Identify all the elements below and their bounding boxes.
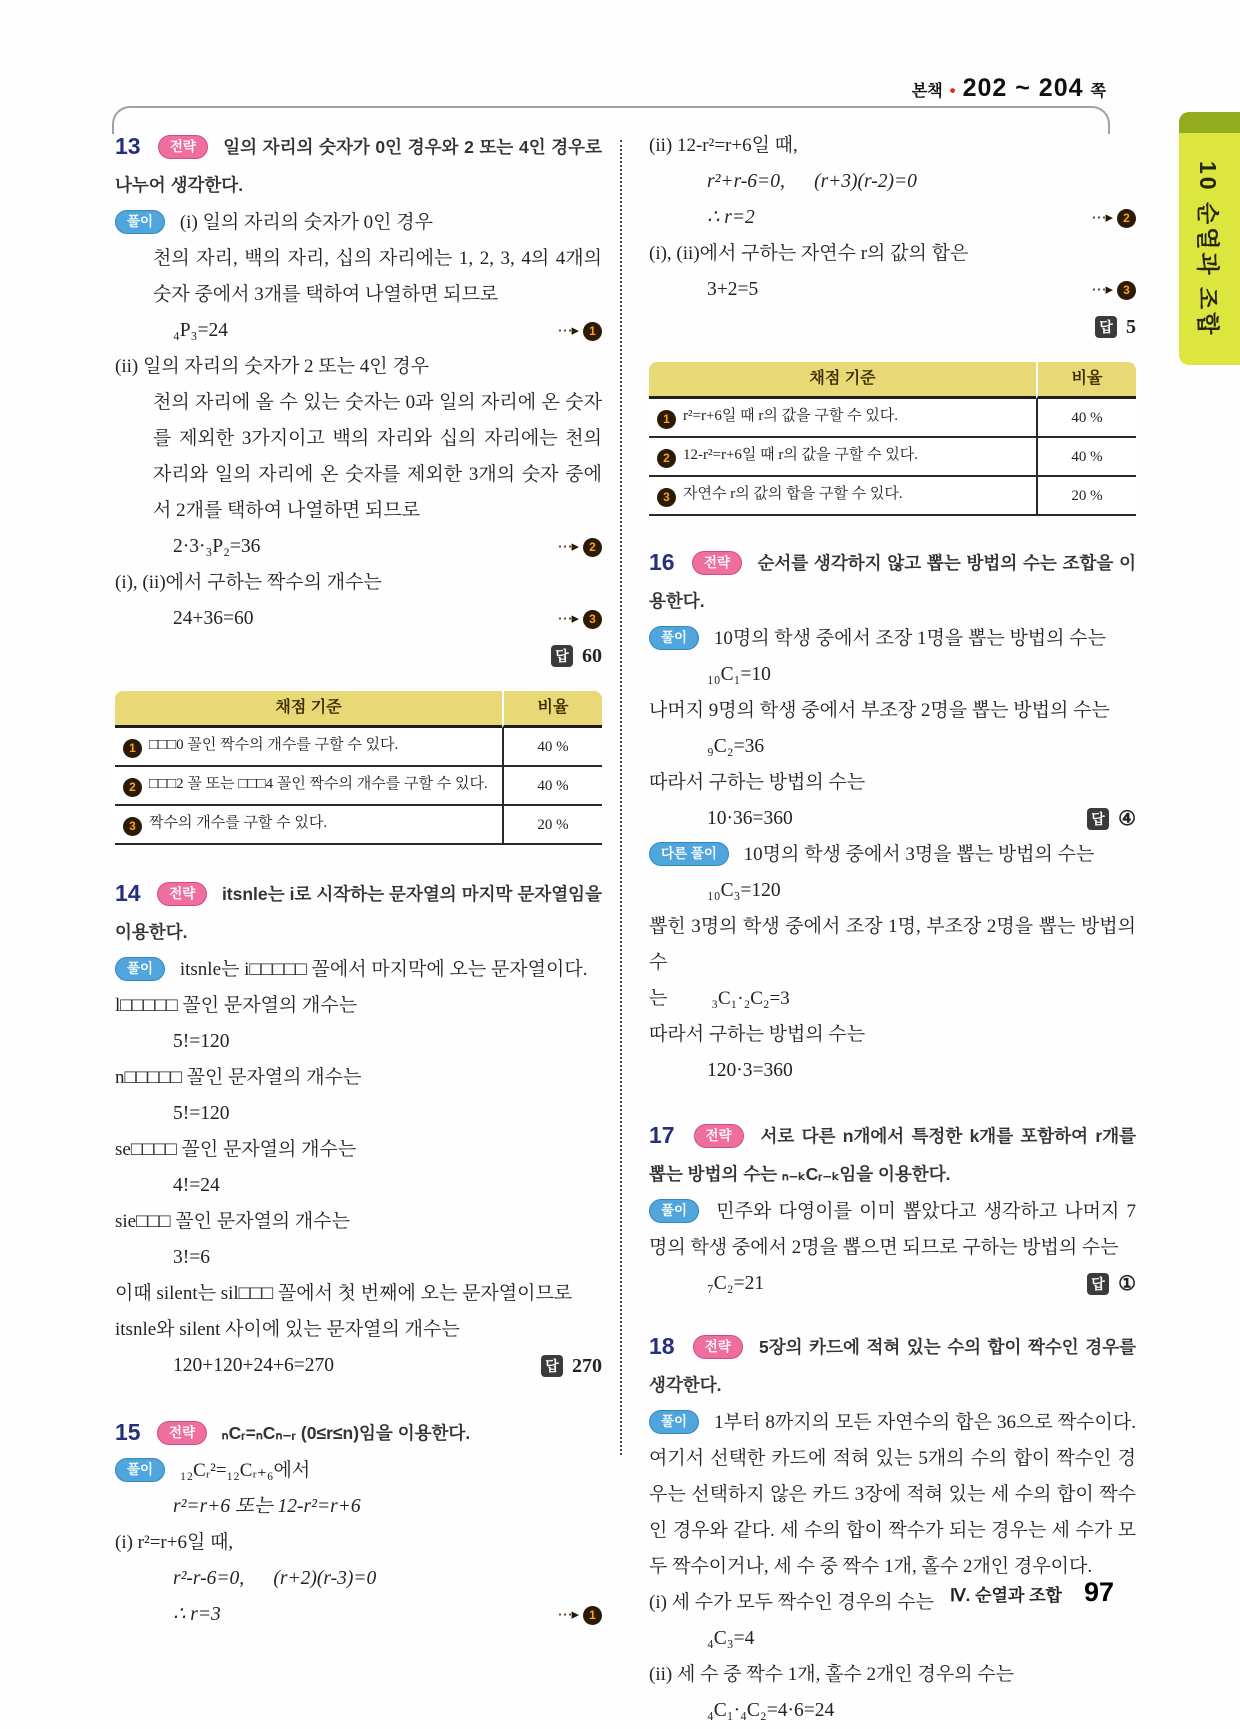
step-number-icon: 1 xyxy=(123,739,142,758)
alt-solution-badge: 다른 풀이 xyxy=(649,842,729,866)
page-header xyxy=(912,74,1106,103)
math-expression: r²+r-6=0, (r+3)(r-2)=0 xyxy=(707,171,917,192)
answer-value: 5 xyxy=(1126,316,1136,338)
ratio-cell: 40 % xyxy=(502,728,602,767)
math-expression: ∴ r=2 xyxy=(707,207,755,228)
problem-14-header xyxy=(115,875,602,952)
math-expression: ₃C₁·₂C₂=3 xyxy=(711,988,790,1009)
marker-dots-icon: ⋯▸ xyxy=(557,539,578,555)
math-expression: 4!=24 xyxy=(173,1175,220,1196)
marker-dots-icon: ⋯▸ xyxy=(557,611,578,627)
math-expression: 5!=120 xyxy=(173,1031,230,1052)
solution-line: sie□□□ 꼴인 문자열의 개수는 xyxy=(115,1211,350,1232)
problem-17 xyxy=(649,1117,1136,1302)
answer-label-icon: 답 xyxy=(1087,808,1109,830)
problem-13 xyxy=(115,128,602,845)
math-line xyxy=(649,1693,1136,1729)
math-expression: 5!=120 xyxy=(173,1103,230,1124)
math-expression: 3+2=5 xyxy=(707,279,759,300)
math-line xyxy=(649,200,1136,236)
solution-line xyxy=(115,205,602,241)
alt-solution-line xyxy=(649,837,1136,873)
grading-table xyxy=(649,362,1136,516)
math-expression: 10·36=360 xyxy=(707,808,793,829)
answer-line xyxy=(115,637,602,675)
solution-line xyxy=(649,1405,1136,1585)
problem-18 xyxy=(649,1328,1136,1729)
table-row xyxy=(115,728,602,767)
ratio-cell: 40 % xyxy=(1036,438,1136,477)
step-number-icon: 1 xyxy=(657,410,676,429)
problem-17-header xyxy=(649,1117,1136,1194)
answer-value: 270 xyxy=(572,1355,602,1377)
criteria-text: r²=r+6일 때 r의 값을 구할 수 있다. xyxy=(683,408,899,424)
answer-label-icon: 답 xyxy=(551,645,573,667)
math-expression: 2·3·₃P₂=36 xyxy=(173,536,261,557)
table-row xyxy=(115,806,602,845)
answer-line xyxy=(649,308,1136,346)
problem-16 xyxy=(649,544,1136,1089)
criteria-text: □□□2 꼴 또는 □□□4 꼴인 짝수의 개수를 구할 수 있다. xyxy=(149,776,488,792)
ratio-cell: 20 % xyxy=(502,806,602,845)
criteria-text: 짝수의 개수를 구할 수 있다. xyxy=(149,815,328,831)
strategy-badge: 전략 xyxy=(694,1124,744,1148)
solution-line: 따라서 구하는 방법의 수는 xyxy=(649,1024,866,1045)
math-line xyxy=(649,1053,1136,1089)
math-expression: 24+36=60 xyxy=(173,608,254,629)
solution-line xyxy=(649,621,1136,657)
solution-line xyxy=(649,1194,1136,1266)
solution-badge: 풀이 xyxy=(649,1199,699,1223)
answer-value: ① xyxy=(1118,1273,1136,1295)
side-tab-title: 10 순열과 조합 xyxy=(1195,160,1221,338)
solution-line: l□□□□□ 꼴인 문자열의 개수는 xyxy=(115,995,358,1016)
answer-label-icon: 답 xyxy=(541,1355,563,1377)
math-expression: r²=r+6 또는 12-r²=r+6 xyxy=(173,1496,361,1517)
math-line xyxy=(115,1168,602,1204)
problem-16-header xyxy=(649,544,1136,621)
page-suffix: 쪽 xyxy=(1090,83,1106,100)
step-marker xyxy=(1091,200,1136,236)
problem-number: 17 xyxy=(649,1122,675,1148)
strategy-badge: 전략 xyxy=(157,1421,207,1445)
strategy-text: 순서를 생각하지 않고 뽑는 방법의 수는 조합을 이용한다. xyxy=(649,553,1136,611)
table-row xyxy=(649,438,1136,477)
step-number-icon: 1 xyxy=(583,322,602,341)
chapter-side-tab xyxy=(1179,112,1240,365)
solution-line: 나머지 9명의 학생 중에서 부조장 2명을 뽑는 방법의 수는 xyxy=(649,700,1110,721)
problem-15-continued xyxy=(649,128,1136,516)
ratio-header: 비율 xyxy=(502,691,602,728)
marker-dots-icon: ⋯▸ xyxy=(557,323,578,339)
marker-dots-icon: ⋯▸ xyxy=(557,1607,578,1623)
solution-badge: 풀이 xyxy=(649,1410,699,1434)
answer-label-icon: 답 xyxy=(1087,1273,1109,1295)
math-line xyxy=(649,801,1136,837)
step-number-icon: 1 xyxy=(583,1606,602,1625)
math-line xyxy=(115,1561,602,1597)
solution-line xyxy=(649,981,1136,1017)
math-expression: ₄C₃=4 xyxy=(707,1628,755,1649)
ratio-cell: 40 % xyxy=(502,767,602,806)
table-row xyxy=(649,399,1136,438)
footer-page-number: 97 xyxy=(1083,1577,1114,1607)
math-expression: ₄C₁·₄C₂=4·6=24 xyxy=(707,1700,835,1721)
solution-badge: 풀이 xyxy=(115,1458,165,1482)
problem-15-header xyxy=(115,1414,602,1453)
table-row xyxy=(649,477,1136,516)
problem-13-header xyxy=(115,128,602,205)
math-line xyxy=(649,873,1136,909)
step-number-icon: 2 xyxy=(657,449,676,468)
strategy-badge: 전략 xyxy=(158,135,208,159)
bullet-icon: • xyxy=(949,81,956,100)
step-number-icon: 2 xyxy=(583,538,602,557)
step-number-icon: 2 xyxy=(1117,209,1136,228)
math-line xyxy=(115,313,602,349)
math-expression: ₄P₃=24 xyxy=(173,320,228,341)
step-marker xyxy=(557,529,602,565)
strategy-badge: 전략 xyxy=(693,1335,743,1359)
math-expression: ₉C₂=36 xyxy=(707,736,765,757)
solution-line: (ii) 12-r²=r+6일 때, xyxy=(649,135,798,156)
math-line xyxy=(649,164,1136,200)
step-marker xyxy=(557,313,602,349)
marker-dots-icon: ⋯▸ xyxy=(1091,210,1112,226)
math-expression: ₇C₂=21 xyxy=(707,1273,765,1294)
solution-line: (ii) 세 수 중 짝수 1개, 홀수 2개인 경우의 수는 xyxy=(649,1664,1015,1685)
math-expression: ∴ r=3 xyxy=(173,1604,221,1625)
solution-line: 뽑힌 3명의 학생 중에서 조장 1명, 부조장 2명을 뽑는 방법의 수 xyxy=(649,916,1136,973)
math-expression: 120·3=360 xyxy=(707,1060,793,1081)
step-number-icon: 3 xyxy=(123,817,142,836)
problem-18-header xyxy=(649,1328,1136,1405)
step-number-icon: 3 xyxy=(1117,281,1136,300)
problem-14 xyxy=(115,875,602,1384)
answer-label-icon: 답 xyxy=(1095,316,1117,338)
solution-line: (i) r²=r+6일 때, xyxy=(115,1532,234,1553)
grading-table-header xyxy=(115,691,602,728)
table-row xyxy=(115,767,602,806)
criteria-text: 12-r²=r+6일 때 r의 값을 구할 수 있다. xyxy=(683,447,919,463)
solution-line: (i), (ii)에서 구하는 자연수 r의 값의 합은 xyxy=(649,243,969,264)
step-marker xyxy=(557,601,602,637)
criteria-text: 자연수 r의 값의 합을 구할 수 있다. xyxy=(683,486,903,502)
math-expression: 3!=6 xyxy=(173,1247,210,1268)
marker-dots-icon: ⋯▸ xyxy=(1091,282,1112,298)
solution-line: itsnle와 silent 사이에 있는 문자열의 개수는 xyxy=(115,1319,460,1340)
left-column xyxy=(115,128,602,1633)
solution-line: 천의 자리에 올 수 있는 숫자는 0과 일의 자리에 온 숫자를 제외한 3가지이고 백의 자리와 십의 자리에는 천의 자리와 일의 자리에 온 숫자를 제외한 3개의 숫자 중에서 2개를 택하여 나열하면 되므로 xyxy=(153,392,602,521)
problem-number: 14 xyxy=(115,880,141,906)
solution-text: 10명의 학생 중에서 3명을 뽑는 방법의 수는 xyxy=(743,844,1095,865)
step-marker xyxy=(557,1597,602,1633)
math-expression: 120+120+24+6=270 xyxy=(173,1355,334,1376)
problem-number: 15 xyxy=(115,1419,141,1445)
strategy-badge: 전략 xyxy=(157,882,207,906)
math-line xyxy=(649,1266,1136,1302)
answer-line xyxy=(1087,801,1136,837)
math-line xyxy=(115,1024,602,1060)
step-number-icon: 3 xyxy=(657,488,676,507)
strategy-text: 서로 다른 n개에서 특정한 k개를 포함하여 r개를 뽑는 방법의 수는 ₙ₋ₖCᵣ₋ₖ임을 이용한다. xyxy=(649,1126,1137,1184)
right-column xyxy=(649,128,1136,1729)
solution-text: 민주와 다영이를 이미 뽑았다고 생각하고 나머지 7명의 학생 중에서 2명을 뽑으면 되므로 구하는 방법의 수는 xyxy=(649,1201,1136,1258)
grading-table-header xyxy=(649,362,1136,399)
problem-number: 18 xyxy=(649,1333,675,1359)
math-expression: ₁₀C₁=10 xyxy=(707,664,771,685)
strategy-text: ₙCᵣ=ₙCₙ₋ᵣ (0≤r≤n)임을 이용한다. xyxy=(221,1423,471,1443)
ratio-header: 비율 xyxy=(1036,362,1136,399)
solution-line: n□□□□□ 꼴인 문자열의 개수는 xyxy=(115,1067,362,1088)
math-expression: r²-r-6=0, (r+2)(r-3)=0 xyxy=(173,1568,377,1589)
solution-line: 천의 자리, 백의 자리, 십의 자리에는 1, 2, 3, 4의 4개의 숫자 중에서 3개를 택하여 나열하면 되므로 xyxy=(153,248,602,305)
book-label: 본책 xyxy=(911,83,943,100)
criteria-text: □□□0 꼴인 짝수의 개수를 구할 수 있다. xyxy=(149,737,399,753)
solution-line: (i) 세 수가 모두 짝수인 경우의 수는 xyxy=(649,1592,935,1613)
side-tab-strip xyxy=(1179,112,1240,133)
criteria-header: 채점 기준 xyxy=(649,362,1036,399)
step-marker xyxy=(1091,272,1136,308)
solution-badge: 풀이 xyxy=(115,957,165,981)
step-number-icon: 2 xyxy=(123,778,142,797)
ratio-cell: 40 % xyxy=(1036,399,1136,438)
solution-text: itsnle는 i□□□□□ 꼴에서 마지막에 오는 문자열이다. xyxy=(179,959,588,980)
math-line xyxy=(649,272,1136,308)
math-line xyxy=(649,729,1136,765)
solution-line: (ii) 일의 자리의 숫자가 2 또는 4인 경우 xyxy=(115,356,430,377)
math-line xyxy=(649,1621,1136,1657)
strategy-text: 5장의 카드에 적혀 있는 수의 합이 짝수인 경우를 생각한다. xyxy=(649,1337,1136,1395)
ratio-cell: 20 % xyxy=(1036,477,1136,516)
answer-value: 60 xyxy=(582,645,602,667)
strategy-text: 일의 자리의 숫자가 0인 경우와 2 또는 4인 경우로 나누어 생각한다. xyxy=(115,137,602,195)
math-expression: ₁₀C₃=120 xyxy=(707,880,781,901)
criteria-header: 채점 기준 xyxy=(115,691,502,728)
grading-table xyxy=(115,691,602,845)
math-line xyxy=(115,1597,602,1633)
page-range: 202 ~ 204 xyxy=(962,74,1084,102)
strategy-badge: 전략 xyxy=(692,551,742,575)
math-line xyxy=(115,1096,602,1132)
answer-line xyxy=(1087,1266,1136,1302)
math-line xyxy=(115,1348,602,1384)
solution-line xyxy=(115,952,602,988)
solution-badge: 풀이 xyxy=(649,626,699,650)
math-line xyxy=(115,1489,602,1525)
problem-15 xyxy=(115,1414,602,1633)
solution-line: se□□□□ 꼴인 문자열의 개수는 xyxy=(115,1139,357,1160)
math-line xyxy=(115,601,602,637)
problem-number: 16 xyxy=(649,549,675,575)
solution-line: 따라서 구하는 방법의 수는 xyxy=(649,772,866,793)
answer-line xyxy=(541,1348,602,1384)
math-line xyxy=(649,657,1136,693)
solution-text: 1부터 8까지의 모든 자연수의 합은 36으로 짝수이다. 여기서 선택한 카드에 적혀 있는 5개의 수의 합이 짝수인 경우는 선택하지 않은 카드 3장에 적혀 있는 세 수의 합이 짝수인 경우와 같다. 세 수의 합이 짝수가 되는 경우는 세 수가 모두 짝수이거나, 세 수 중 짝수 1개, 홀수 2개인 경우이다. xyxy=(649,1412,1136,1577)
answer-value: ④ xyxy=(1118,808,1136,830)
column-divider xyxy=(620,140,622,1455)
solution-line: (i), (ii)에서 구하는 짝수의 개수는 xyxy=(115,572,382,593)
math-line xyxy=(115,1240,602,1276)
step-number-icon: 3 xyxy=(583,610,602,629)
solution-line xyxy=(115,1453,602,1489)
solution-badge: 풀이 xyxy=(115,210,165,234)
solution-text: ₁₂Cᵣ²=₁₂Cᵣ₊₆에서 xyxy=(179,1460,311,1481)
solution-text: 10명의 학생 중에서 조장 1명을 뽑는 방법의 수는 xyxy=(713,628,1106,649)
problem-number: 13 xyxy=(115,133,141,159)
strategy-text: itsnle는 i로 시작하는 문자열의 마지막 문자열임을 이용한다. xyxy=(115,884,602,942)
math-line xyxy=(115,529,602,565)
solution-text: 는 xyxy=(649,988,668,1009)
solution-text: (i) 일의 자리의 숫자가 0인 경우 xyxy=(179,212,433,233)
footer-chapter: Ⅳ. 순열과 조합 xyxy=(949,1586,1062,1605)
solution-line: 이때 silent는 sil□□□ 꼴에서 첫 번째에 오는 문자열이므로 xyxy=(115,1283,573,1304)
